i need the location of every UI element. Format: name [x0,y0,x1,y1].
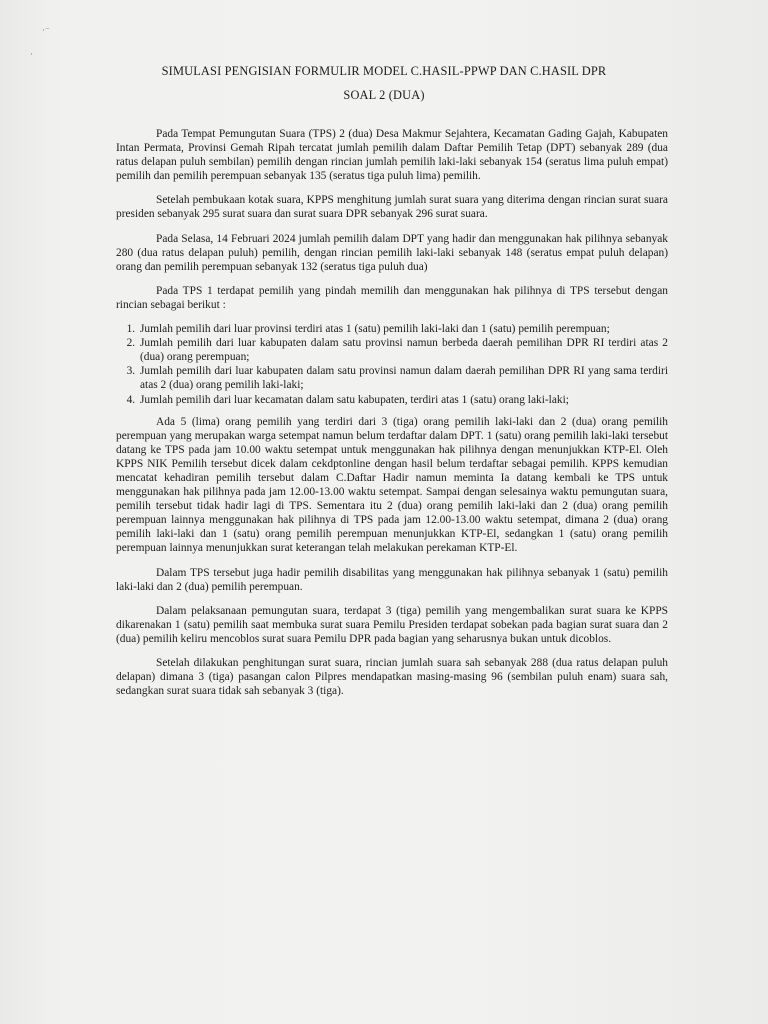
list-item: 2. Jumlah pemilih dari luar kabupaten dalam satu provinsi namun berbeda daerah pemilihan DPR RI terdiri atas 2 (dua) orang perempuan; [138,336,668,364]
document-subtitle: SOAL 2 (DUA) [343,88,425,102]
paragraph: Pada Selasa, 14 Februari 2024 jumlah pemilih dalam DPT yang hadir dan menggunakan hak pilihnya sebanyak 280 (dua ratus delapan puluh) pemilih, dengan rincian pemilih laki-laki sebanyak 148 (seratus empat puluh delapan) orang dan pemilih perempuan sebanyak 132 (seratus tiga puluh dua) [116,232,668,273]
document-body [116,127,668,708]
paragraph: Pada TPS 1 terdapat pemilih yang pindah memilih dan menggunakan hak pilihnya di TPS tersebut dengan rincian sebagai berikut : [116,284,668,311]
paragraph: Setelah dilakukan penghitungan surat suara, rincian jumlah suara sah sebanyak 288 (dua ratus delapan puluh delapan) dimana 3 (tiga) pasangan calon Pilpres mendapatkan masing-masing 96 (sembilan puluh enam) suara sah, sedangkan surat suara tidak sah sebanyak 3 (tiga). [116,657,668,698]
list-item: 4. Jumlah pemilih dari luar kecamatan dalam satu kabupaten, terdiri atas 1 (satu) orang laki-laki; [138,393,668,407]
paragraph: Pada Tempat Pemungutan Suara (TPS) 2 (dua) Desa Makmur Sejahtera, Kecamatan Gading Gajah, Kabupaten Intan Permata, Provinsi Gemah Ripah tercatat jumlah pemilih dalam Daftar Pemilih Tetap (DPT) sebanyak 289 (dua ratus delapan puluh sembilan) pemilih dengan rincian jumlah pemilih laki-laki sebanyak 154 (seratus lima puluh empat) pemilih dan pemilih perempuan sebanyak 135 (seratus tiga puluh lima) pemilih. [116,128,668,183]
list-item: 1. Jumlah pemilih dari luar provinsi terdiri atas 1 (satu) pemilih laki-laki dan 1 (satu) pemilih perempuan; [138,322,668,336]
paragraph: Setelah pembukaan kotak suara, KPPS menghitung jumlah surat suara yang diterima dengan rincian surat suara presiden sebanyak 295 surat suara dan surat suara DPR sebanyak 296 surat suara. [116,194,668,221]
numbered-list [116,322,668,407]
scan-speck-mark: ·⁻ [42,25,50,35]
paragraph: Dalam TPS tersebut juga hadir pemilih disabilitas yang menggunakan hak pilihnya sebanyak 1 (satu) pemilih laki-laki dan 2 (dua) pemilih perempuan. [116,566,668,593]
scan-speck-mark: · [30,49,33,59]
paragraph: Ada 5 (lima) orang pemilih yang terdiri dari 3 (tiga) orang pemilih laki-laki dan 2 (dua) orang pemilih perempuan yang merupakan warga setempat namun belum terdaftar dalam DPT. 1 (satu) orang pemilih laki-laki tersebut datang ke TPS pada jam 10.00 waktu setempat untuk menggunakan hak pilihnya dengan menunjukkan KTP-El. Oleh KPPS NIK Pemilih tersebut dicek dalam cekdptonline dengan hasil belum terdaftar sebagai pemilih. KPPS kemudian mencatat kehadiran pemilih tersebut dalam C.Daftar Hadir namun meminta Ia datang kembali ke TPS untuk menggunakan hak pilihnya pada jam 12.00-13.00 waktu setempat. Sampai dengan selesainya waktu pemungutan suara, pemilih tersebut tidak hadir lagi di TPS. Sementara itu 2 (dua) orang pemilih laki-laki dan 2 (dua) orang pemilih perempuan lainnya menggunakan hak pilihnya di TPS pada jam 12.00-13.00 waktu setempat, dimana 2 (dua) orang pemilih laki-laki dan 1 (satu) orang pemilih perempuan menunjukkan KTP-El, sedangkan 1 (satu) orang pemilih perempuan lainnya menunjukkan surat keterangan telah melakukan perekaman KTP-El. [116,415,668,555]
list-item: 3. Jumlah pemilih dari luar kabupaten dalam satu provinsi namun dalam daerah pemilihan DPR RI yang sama terdiri atas 2 (dua) orang pemilih laki-laki; [138,364,668,392]
paragraph: Dalam pelaksanaan pemungutan suara, terdapat 3 (tiga) pemilih yang mengembalikan surat suara ke KPPS dikarenakan 1 (satu) pemilih saat membuka surat suara Pemilu Presiden terdapat sobekan pada bagian surat suara dan 2 (dua) pemilih keliru mencoblos surat suara Pemilu DPR pada bagian yang seharusnya bukan untuk dicoblos. [116,604,668,645]
document-title: SIMULASI PENGISIAN FORMULIR MODEL C.HASIL-PPWP DAN C.HASIL DPR [161,64,607,78]
